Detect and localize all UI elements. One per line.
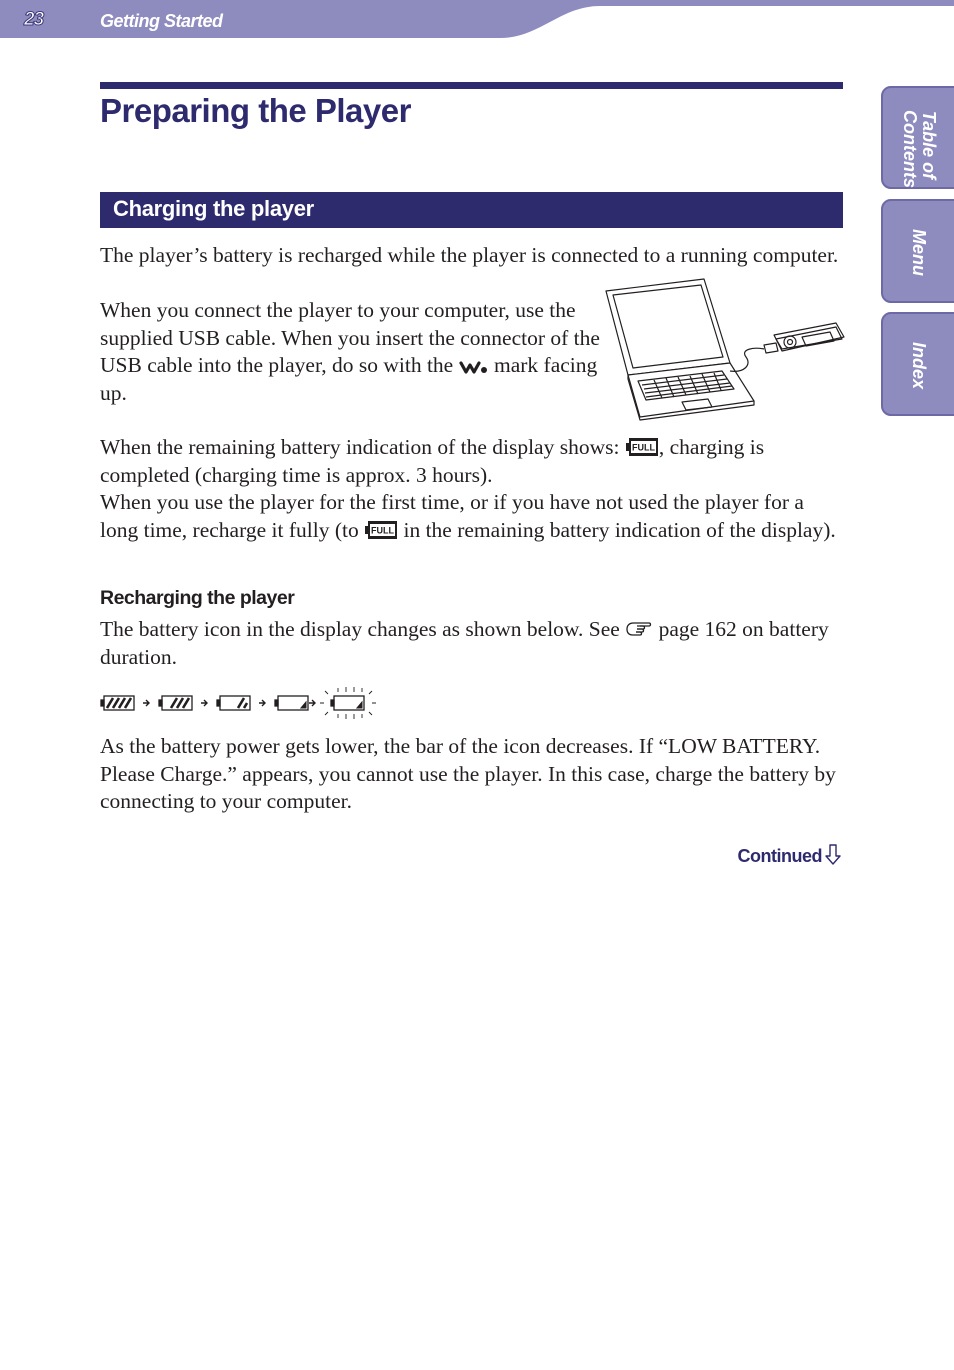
paragraph-battery-icon — [100, 616, 845, 671]
tab-index[interactable] — [881, 312, 954, 416]
section-heading: Charging the player — [113, 196, 314, 221]
page-number: 23 — [24, 9, 44, 30]
page-title: Preparing the Player — [100, 92, 411, 129]
walkman-mark-icon — [459, 359, 489, 375]
paragraph-full-text-c: When you use the player for the first time, or if you have not used the player for a long time, recharge it fully (to — [100, 490, 804, 542]
pointing-hand-icon — [625, 619, 653, 639]
battery-empty-blinking-icon — [320, 687, 376, 719]
paragraph-battery-text-b: page 162 on battery duration. — [100, 617, 829, 669]
tab-menu[interactable] — [881, 199, 954, 303]
paragraph-low-battery: As the battery power gets lower, the bar of the icon decreases. If “LOW BATTERY. Please Charge.” appears, you cannot use the player. In this case, charge the battery by connecting to your computer. — [100, 734, 836, 813]
paragraph-usb-text-a: When you connect the player to your computer, use the supplied USB cable. When you insert the connector of the USB cable into the player, do so with the — [100, 298, 600, 377]
battery-two-thirds-icon — [159, 696, 192, 710]
arrow-2-icon — [201, 700, 207, 706]
arrow-down-icon — [824, 844, 842, 866]
tab-menu-label: Menu — [909, 229, 929, 276]
continued-label: Continued — [737, 846, 822, 866]
full-icon-text: FULL — [631, 442, 655, 453]
header-section-name: Getting Started — [100, 11, 223, 31]
paragraph-full-text-a: When the remaining battery indication of the display shows: — [100, 435, 625, 459]
battery-low-icon — [275, 696, 308, 710]
paragraph-full-text-b: , charging is completed (charging time is approx. 3 hours). — [100, 435, 765, 487]
tab-table-of-contents[interactable] — [881, 86, 954, 189]
tab-index-label: Index — [909, 342, 929, 390]
paragraph-intro: The player’s battery is recharged while the player is connected to a running computer. — [100, 243, 839, 267]
full-battery-icon — [625, 437, 659, 457]
battery-full-icon — [101, 696, 134, 710]
continued-link[interactable] — [738, 844, 842, 867]
arrow-1-icon — [143, 700, 149, 706]
paragraph-full-text-d: in the remaining battery indication of the display). — [398, 517, 836, 542]
full-battery-icon-2 — [364, 520, 398, 540]
full-icon-text-2: FULL — [371, 525, 395, 535]
arrow-4-icon — [309, 700, 315, 706]
battery-level-sequence — [100, 684, 380, 722]
paragraph-battery-text-a: The battery icon in the display changes as shown below. See — [100, 617, 626, 641]
paragraph-usb-text-b: mark facing up. — [100, 353, 598, 405]
paragraph-usb — [100, 297, 620, 407]
laptop-connection-illustration — [604, 277, 846, 421]
battery-one-third-icon — [217, 696, 250, 710]
tab-toc-label: Table of Contents — [900, 110, 939, 188]
arrow-3-icon — [259, 700, 265, 706]
subheading-recharging: Recharging the player — [100, 587, 295, 609]
title-rule — [100, 82, 843, 89]
paragraph-full-charge — [100, 434, 845, 544]
section-heading-bar — [100, 192, 843, 228]
